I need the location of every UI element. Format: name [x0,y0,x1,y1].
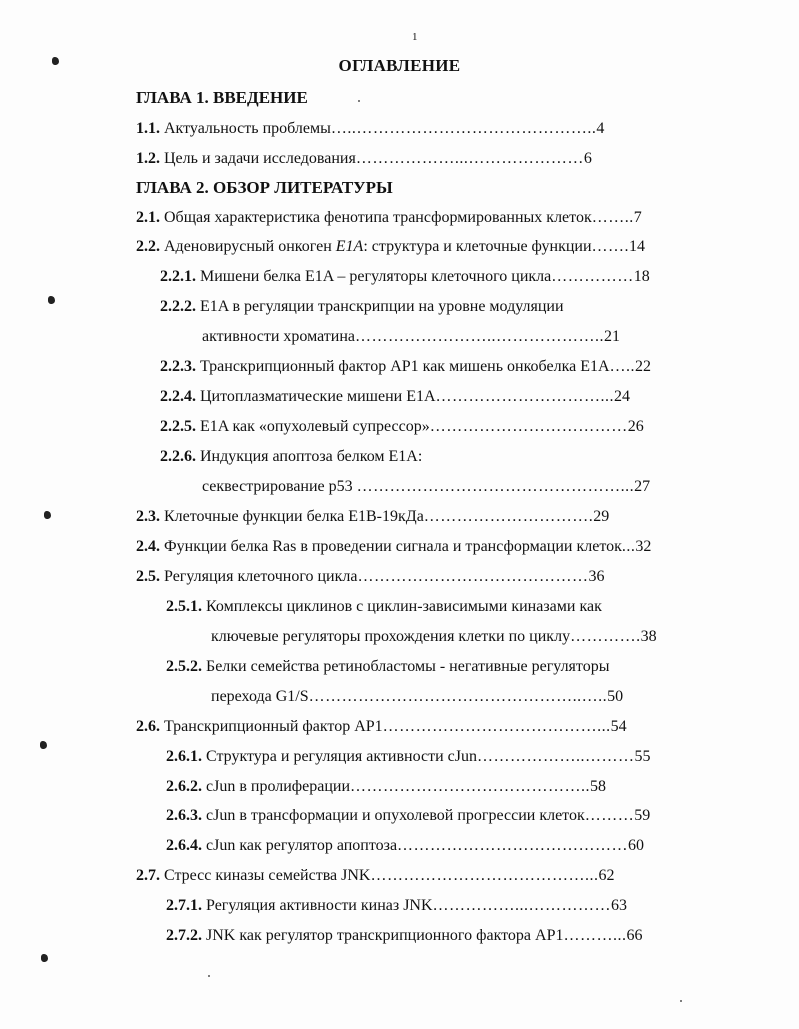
toc-entry: 2.7. Стресс киназы семейства JNK…………………………………...62 [136,867,615,884]
scan-mark [48,296,55,304]
toc-entry-continuation: ключевые регуляторы прохождения клетки по циклу………….38 [211,628,657,645]
toc-entry: 2.6. Транскрипционный фактор АР1…………………………………...54 [136,718,627,735]
scan-speck [208,975,210,977]
toc-entry: 2.7.2. JNK как регулятор транскрипционного фактора АР1………...66 [166,927,643,944]
toc-entry: 2.2.1. Мишени белка E1A – регуляторы клеточного цикла……………18 [160,268,650,285]
toc-entry: 2.5. Регуляция клеточного цикла……………………………………36 [136,568,605,585]
toc-entry: 2.2.4. Цитоплазматические мишени E1A…………………………...24 [160,388,631,405]
page-number: 1 [412,31,418,43]
toc-entry: 2.2.6. Индукция апоптоза белком E1A: [160,448,423,465]
toc-entry: 2.5.2. Белки семейства ретинобластомы - негативные регуляторы [166,658,610,675]
scan-speck [358,100,360,102]
toc-entry-continuation: секвестрирование р53 …………………………………………...27 [202,478,651,495]
toc-entry: 2.6.4. cJun как регулятор апоптоза……………………………………60 [166,837,645,854]
toc-entry: 2.6.2. cJun в пролиферации……………………………………..58 [166,778,607,795]
toc-entry: 2.4. Функции белка Ras в проведении сигнала и трансформации клеток...32 [136,538,652,555]
toc-entry: 2.2.3. Транскрипционный фактор АР1 как мишень онкобелка E1A…..22 [160,358,652,375]
page-title: ОГЛАВЛЕНИЕ [338,56,461,75]
chapter-heading: ГЛАВА 2. ОБЗОР ЛИТЕРАТУРЫ [136,178,393,197]
toc-entry: 2.6.1. Структура и регуляция активности cJun………………..………55 [166,748,651,765]
chapter-heading: ГЛАВА 1. ВВЕДЕНИЕ [136,88,308,107]
toc-entry-continuation: активности хроматина……………………..………………..21 [202,328,621,345]
toc-entry: 2.2.5. E1A как «опухолевый супрессор»………………………………26 [160,418,644,435]
scan-mark [44,511,51,519]
toc-entry: 2.2. Аденовирусный онкоген E1A: структура и клеточные функции…….14 [136,238,646,255]
toc-entry: 2.2.2. E1A в регуляции транскрипции на уровне модуляции [160,298,564,315]
toc-entry: 2.3. Клеточные функции белка E1B-19кДа………………………….29 [136,508,610,525]
scan-speck [680,1000,682,1002]
toc-entry: 2.1. Общая характеристика фенотипа трансформированных клеток……..7 [136,209,642,226]
scan-mark [40,741,47,749]
toc-entry: 2.7.1. Регуляция активности киназ JNK……………...……………63 [166,897,628,914]
toc-entry: 1.2. Цель и задачи исследования………………...…………………6 [136,150,592,167]
toc-entry-continuation: перехода G1/S…………………………………………..…..50 [211,688,624,705]
toc-entry: 2.5.1. Комплексы циклинов с циклин-зависимыми киназами как [166,598,602,615]
scan-mark [41,954,48,962]
toc-entry: 1.1. Актуальность проблемы…..……………………………………..4 [136,120,605,137]
scan-mark [52,57,59,65]
toc-entry: 2.6.3. cJun в трансформации и опухолевой прогрессии клеток………59 [166,807,651,824]
